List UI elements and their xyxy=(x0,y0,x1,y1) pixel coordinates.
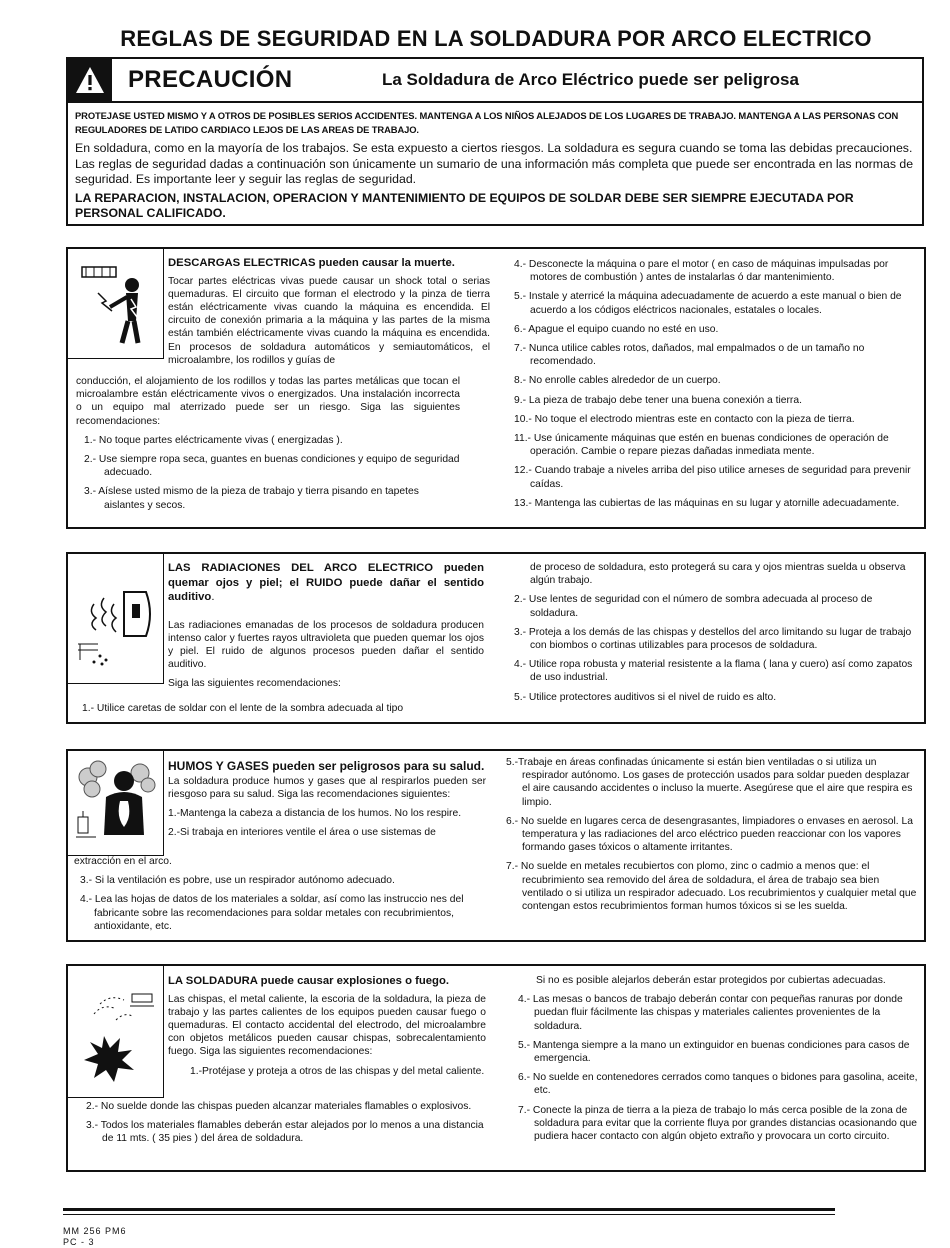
footer-line-1: MM 256 PM6 xyxy=(63,1226,127,1236)
page-title: REGLAS DE SEGURIDAD EN LA SOLDADURA POR ARCO ELECTRICO xyxy=(120,26,872,51)
list-item: 6.- No suelde en contenedores cerrados como tanques o bidones para gasolina, aceite, etc. xyxy=(518,1072,918,1097)
warning-text: En soldadura, como en la mayoría de los trabajos. Se esta expuesto a ciertos riesgos. La soldadura es segura cuando se toma las debidas precauciones. Las reglas de seguridad dadas a continuación son únicamente un sumario de una información más completa que puede ser encontrada en las normas de seguridad. Es importante leer y seguir las reglas de seguridad. xyxy=(75,141,914,186)
list-item: 7.- No suelde en metales recubiertos con plomo, zinc o cadmio a menos que: el recubrimiento sea removido del área de soldadura, el área de trabajo sea bien ventilado o si utiliza un respirador adecuado. Los recubrimientos y cualquier metal que contengan estos recubrimientos forman humos tóxicos si se les suelda. xyxy=(506,861,917,913)
list-item: 7.- Nunca utilice cables rotos, dañados, mal empalmados o de un tamaño no recomendado. xyxy=(514,343,865,368)
heading-period: . xyxy=(211,591,215,603)
section-heading: LAS RADIACIONES DEL ARCO ELECTRICO pueden quemar ojos y piel; el RUIDO puede dañar el sentido auditivo xyxy=(168,562,484,603)
footer-line-2: PC - 3 xyxy=(63,1237,95,1247)
list-item-continued: extracción en el arco. xyxy=(74,856,172,867)
list-item-continued: Si no es posible alejarlos deberán estar protegidos por cubiertas adecuadas. xyxy=(536,975,886,986)
section-heading: DESCARGAS ELECTRICAS pueden causar la muerte. xyxy=(168,257,455,269)
warning-caps-text: PROTEJASE USTED MISMO Y A OTROS DE POSIBLES SERIOS ACCIDENTES. MANTENGA A LOS NIÑOS ALEJADOS DE LOS LUGARES DE TRABAJO. MANTENGA A LAS PERSONAS CON REGULADORES DE LATIDO CARDIACO LEJOS DE LAS AREAS DE TRABAJO. xyxy=(75,110,899,135)
list-item: 9.- La pieza de trabajo debe tener una buena conexión a tierra. xyxy=(514,394,802,406)
list-item: 1.- Utilice caretas de soldar con el lente de la sombra adecuada al tipo xyxy=(82,703,404,714)
footer-rule-thick xyxy=(63,1208,835,1211)
footer-rule-thin xyxy=(63,1214,835,1215)
list-item: 3.- Aíslese usted mismo de la pieza de trabajo y tierra pisando en tapetes aislantes y secos. xyxy=(84,486,419,511)
list-item: 13.- Mantenga las cubiertas de las máquinas en su lugar y atornille adecuadamente. xyxy=(514,497,900,509)
explosion-fire-icon xyxy=(68,966,164,1098)
list-item: 1.- No toque partes eléctricamente vivas ( energizadas ). xyxy=(84,434,343,446)
section-heading: LA SOLDADURA puede causar explosiones o fuego. xyxy=(168,975,449,987)
section-arc-radiation xyxy=(66,552,926,724)
list-item: 2.- Use siempre ropa seca, guantes en buenas condiciones y equipo de seguridad adecuado. xyxy=(84,454,460,479)
section-intro-continued: conducción, el alojamiento de los rodillos y todas las partes metálicas que tocan el microalambre están eléctricamente vivos o energizados. Una instalación incorrecta o un equipo mal aterrizado puede ser un riesgo. Siga las siguientes recomendaciones: xyxy=(76,376,460,427)
list-item: 7.- Conecte la pinza de tierra a la pieza de trabajo lo más cerca posible de la zona de soldadura para evitar que la corriente fluya por grandes distancias ocasionando que pudiera hacer contacto con algún objeto extraño y provocara un corto circuito. xyxy=(518,1104,917,1143)
section-heading: HUMOS Y GASES pueden ser peligrosos para su salud. xyxy=(168,759,485,773)
list-item: 3.- Proteja a los demás de las chispas y destellos del arco limitando su lugar de trabajo con biombos o cortinas utilizables para procesos de soldadura. xyxy=(514,626,912,652)
list-item-continued: de proceso de soldadura, esto protegerá su cara y ojos mientras suelda u observa algún trabajo. xyxy=(530,562,906,587)
list-item: 5.- Mantenga siempre a la mano un extinguidor en buenas condiciones para casos de emergencia. xyxy=(518,1039,910,1065)
fumes-gases-icon xyxy=(68,751,164,856)
list-item: 1.-Protéjase y proteja a otros de las chispas y del metal caliente. xyxy=(190,1065,485,1077)
list-item: 2.-Si trabaja en interiores ventile el área o use sistemas de xyxy=(168,827,436,839)
list-item: 3.- Si la ventilación es pobre, use un respirador autónomo adecuado. xyxy=(80,875,395,887)
section-intro: Las chispas, el metal caliente, la escoria de la soldadura, la pieza de trabajo y las partes calientes de los equipos pueden causar fuego o quemaduras. El contacto accidental del electrodo, del microalambre con objetos metálicos pueden causar chispas, sobrecalentamiento fuego. Siga las siguientes recomendaciones: xyxy=(168,993,486,1058)
list-item: 6.- No suelde en lugares cerca de desengrasantes, limpiadores o envases en aerosol. La temperatura y las radiaciones del arco eléctrico pueden reaccionar con los vapores formando gases tóxicos o altamente irritantes. xyxy=(506,815,913,854)
list-item: 3.- Todos los materiales flamables deberán estar alejados por lo menos a una distancia de 11 mts. ( 35 pies ) del área de soldadura. xyxy=(86,1120,484,1145)
footer-code xyxy=(63,1226,127,1248)
list-item: 6.- Apague el equipo cuando no esté en uso. xyxy=(514,323,719,335)
list-item: 8.- No enrolle cables alrededor de un cuerpo. xyxy=(514,375,721,387)
section-fumes-gases xyxy=(66,749,926,942)
warning-label: PRECAUCIÓN xyxy=(128,66,293,93)
list-item: 11.- Use únicamente máquinas que estén en buenas condiciones de operación de operación. Cambie o repare piezas dañadas inmediata mente. xyxy=(514,433,889,458)
list-item: 4.- Lea las hojas de datos de los materiales a soldar, así como las instruccio nes del fabricante sobre las recomendaciones para soldar metales con recubrimientos, antioxidante, etc. xyxy=(80,894,464,932)
list-item: 4.- Las mesas o bancos de trabajo deberán contar con pequeñas ranuras por donde puedan fluir fácilmente las chispas y materiales calientes provenientes de la soldadura. xyxy=(518,994,903,1032)
list-item: 1.-Mantenga la cabeza a distancia de los humos. No los respire. xyxy=(168,807,462,819)
section-follow-text: Siga las siguientes recomendaciones: xyxy=(168,678,341,690)
warning-bold-text: LA REPARACION, INSTALACION, OPERACION Y MANTENIMIENTO DE EQUIPOS DE SOLDAR DEBE SER SIEMPRE EJECUTADA POR PERSONAL CALIFICADO. xyxy=(75,190,854,220)
section-explosions-fire xyxy=(66,964,926,1172)
section-intro: Las radiaciones emanadas de los procesos de soldadura producen intenso calor y fuertes rayos ultravioleta que pueden quemar los ojos y piel. El ruido de algunos procesos pueden dañar el sentido auditivo. xyxy=(168,619,484,671)
list-item: 5.-Trabaje en áreas confinadas únicamente si están bien ventiladas o si utiliza un respirador autónomo. Los gases de protección usados para soldar pueden desplazar el aire causando accidentes o incluso la muerte. Asegúrese que el aire que respira es limpio. xyxy=(506,757,913,808)
section-electric-shock xyxy=(66,247,926,529)
list-item: 5.- Utilice protectores auditivos si el nivel de ruido es alto. xyxy=(514,691,777,703)
warning-header xyxy=(68,59,922,103)
warning-subtitle: La Soldadura de Arco Eléctrico puede ser peligrosa xyxy=(382,70,799,89)
list-item: 12.- Cuando trabaje a niveles arriba del piso utilice arneses de seguridad para prevenir caídas. xyxy=(514,465,911,490)
list-item: 5.- Instale y aterricé la máquina adecuadamente de acuerdo a este manual o bien de acuerdo a los códigos eléctricos nacionales, estatales o locales. xyxy=(514,291,902,316)
warning-triangle-icon xyxy=(68,59,112,101)
arc-radiation-icon xyxy=(68,554,164,684)
list-item: 2.- No suelde donde las chispas pueden alcanzar materiales flamables o explosivos. xyxy=(86,1101,472,1112)
list-item: 4.- Desconecte la máquina o pare el motor ( en caso de máquinas impulsadas por motores de combustión ) antes de instalarlas ó dar mantenimiento. xyxy=(514,259,889,284)
electric-shock-icon xyxy=(68,249,164,359)
list-item: 2.- Use lentes de seguridad con el número de sombra adecuada al proceso de soldadura. xyxy=(514,594,873,619)
list-item: 4.- Utilice ropa robusta y material resistente a la flama ( lana y cuero) así como zapatos de uso industrial. xyxy=(514,659,913,684)
list-item: 10.- No toque el electrodo mientras este en contacto con la pieza de tierra. xyxy=(514,413,855,425)
section-intro: La soldadura produce humos y gases que al respirarlos pueden ser riesgoso para su salud. Siga las recomendaciones siguientes: xyxy=(168,775,486,800)
section-intro: Tocar partes eléctricas vivas puede causar un shock total o serias quemaduras. El circuito que forman el electrodo y la pinza de tierra están eléctricamente vivas cuando la máquina es encendida. El circuito de conexión primaria a la máquina y las partes de la misma están también eléctricamente vivas cuando la máquina es encendida. En procesos de soldadura automáticos y semiautomáticos, el microalambre, los rodillos y guías de xyxy=(168,275,490,366)
warning-box xyxy=(66,57,924,226)
